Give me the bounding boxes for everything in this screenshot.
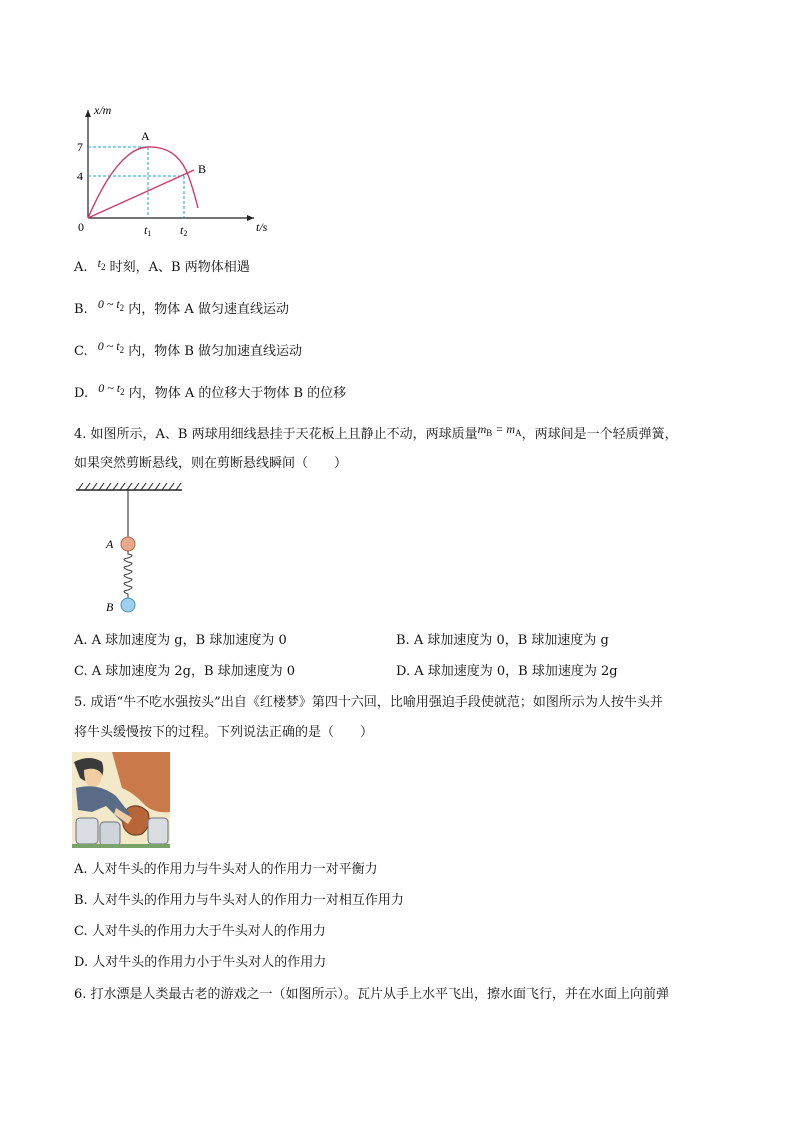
q3-option-c-math: 0 ~ $t_2$: [97, 339, 125, 355]
y-axis-label: x/m: [94, 103, 112, 117]
ball-b: [121, 598, 135, 612]
ground: [72, 844, 170, 848]
q3-option-d: [74, 381, 347, 406]
q4-option-a: A. A 球加速度为 g，B 球加速度为 0: [74, 633, 287, 648]
curve-a-label: A: [141, 129, 150, 143]
q3-option-a: [74, 258, 250, 280]
q4-stem-line2: 如果突然剪断悬线，则在剪断悬线瞬间（ ）: [74, 456, 348, 471]
q3-option-d-text: 内，物体 A 的位移大于物体 B 的位移: [128, 386, 347, 401]
line-b: [88, 170, 194, 218]
q4-stem-line1: 4. 如图所示，A、B 两球用细线悬挂于天花板上且静止不动，两球质量$m_B = m_A$，两球间是一个轻质弹簧，: [74, 422, 678, 442]
q5-option-b: B. 人对牛头的作用力与牛头对人的作用力一对相互作用力: [74, 893, 404, 908]
q4-mass-equation: $m_B = m_A$: [477, 422, 522, 438]
label-a: A: [106, 537, 114, 551]
q5-option-c: C. 人对牛头的作用力大于牛头对人的作用力: [74, 924, 326, 939]
q4-option-b: B. A 球加速度为 0，B 球加速度为 g: [396, 633, 609, 648]
q4-option-c: C. A 球加速度为 2g，B 球加速度为 0: [74, 664, 296, 679]
q3-option-c: [74, 339, 303, 364]
q3-option-d-math: 0 ~ $t_2$: [98, 381, 125, 397]
ceiling-hatch: [78, 483, 181, 490]
y-tick-7: 7: [77, 140, 83, 154]
label-b: B: [106, 600, 114, 614]
q3-graph: [74, 100, 274, 240]
origin-label: 0: [78, 220, 84, 234]
curve-a: [88, 147, 198, 218]
q3-option-c-prefix: C.: [74, 344, 88, 359]
q3-option-b: [74, 297, 289, 322]
x-axis-arrow: [247, 215, 254, 221]
q5-option-a: A. 人对牛头的作用力与牛头对人的作用力一对平衡力: [74, 862, 378, 877]
q3-option-a-math: $t_2$: [97, 256, 106, 272]
q3-option-b-math: 0 ~ $t_2$: [97, 297, 125, 313]
q3-option-b-prefix: B.: [74, 302, 88, 317]
q4-figure-svg: [74, 482, 194, 622]
x-tick-t2: t2: [180, 223, 188, 238]
spring: [124, 551, 132, 598]
q3-option-a-prefix: A.: [74, 260, 88, 275]
q3-option-a-text: 时刻，A、B 两物体相遇: [109, 260, 250, 275]
bucket-middle: [100, 822, 120, 846]
bucket-left: [76, 818, 98, 844]
q3-option-b-text: 内，物体 A 做匀速直线运动: [128, 302, 289, 317]
q3-option-d-prefix: D.: [74, 386, 89, 401]
line-b-label: B: [198, 162, 207, 176]
q5-stem-line2: 将牛头缓慢按下的过程。下列说法正确的是（ ）: [74, 725, 374, 740]
ball-a: [121, 537, 135, 551]
q6-stem-line1: 6. 打水漂是人类最古老的游戏之一（如图所示）。瓦片从手上水平飞出，擦水面飞行，并在水面上向前弹: [74, 987, 670, 1002]
bucket-right: [148, 818, 168, 844]
q5-stem-line1: 5. 成语“牛不吃水强按头”出自《红楼梦》第四十六回，比喻用强迫手段使就范；如图所示为人按牛头并: [74, 695, 663, 710]
q5-illustration-svg: [72, 752, 170, 848]
q4-option-d: D. A 球加速度为 0，B 球加速度为 2g: [396, 664, 618, 679]
q5-illustration: [72, 752, 170, 848]
q4-figure: [74, 482, 194, 622]
x-axis-label: t/s: [256, 220, 268, 234]
y-tick-4: 4: [77, 169, 83, 183]
q5-option-d: D. 人对牛头的作用力小于牛头对人的作用力: [74, 955, 327, 970]
x-tick-t1: t1: [144, 223, 152, 238]
q3-option-c-text: 内，物体 B 做匀加速直线运动: [128, 344, 303, 359]
q3-graph-svg: [74, 100, 274, 240]
y-axis-arrow: [85, 110, 91, 117]
